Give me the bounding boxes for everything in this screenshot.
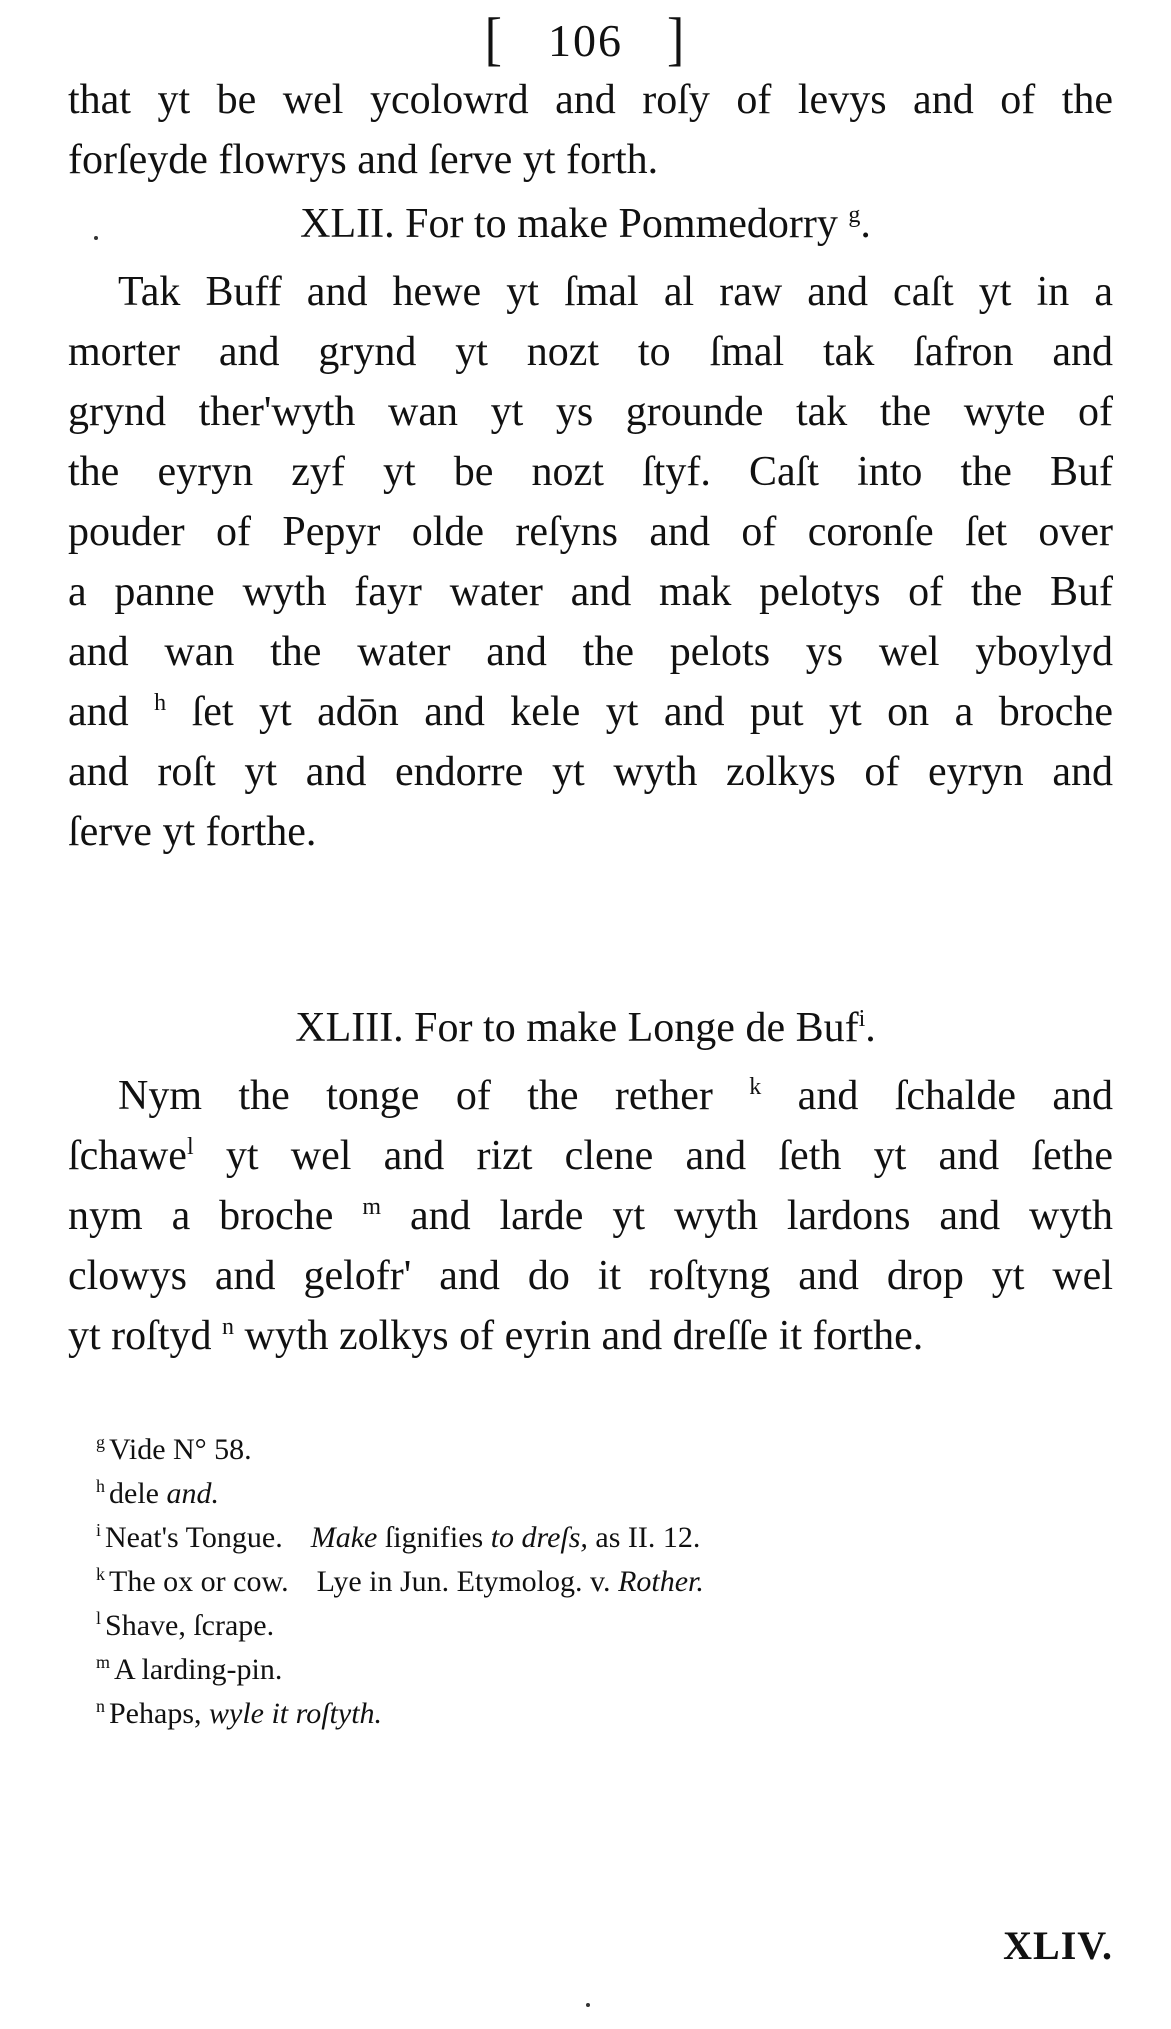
text-line: pouder of Pepyr olde reſyns and of coronſe ſet over [68, 509, 1113, 555]
footnote-italic: Rother. [618, 1565, 704, 1598]
footnote-m [96, 1648, 1046, 1692]
footnote-text: Vide N° 58. [109, 1433, 252, 1466]
footnote-mark-i: i [858, 1006, 866, 1032]
line-prefix: and [68, 689, 129, 735]
recipe-43-body [68, 1066, 1113, 1366]
text-line-with-note [68, 682, 1113, 742]
left-bracket: [ [484, 6, 504, 73]
footnote-text: A larding-pin. [114, 1653, 283, 1686]
footnotes [96, 1428, 1046, 1736]
text-line [68, 1126, 1113, 1186]
footnote-mark: m [96, 1652, 111, 1672]
footnote-mark-h: h [154, 690, 167, 716]
page-number: 106 [548, 15, 623, 66]
text-line: morter and grynd yt nozt to ſmal tak ſafron and [68, 329, 1113, 375]
line-text: and ſchalde and [797, 1073, 1114, 1119]
footnote-text: The ox or cow. [109, 1565, 289, 1598]
footnote-italic: to dreſs, [490, 1521, 588, 1554]
footnote-text: ſignifies [384, 1521, 484, 1554]
text-line: ſerve yt forthe. [68, 809, 317, 855]
line-text: nym a broche [68, 1193, 334, 1239]
line-text: yt wel and rizt clene and ſeth yt and ſethe [225, 1133, 1113, 1179]
footnote-mark-g: g [848, 202, 861, 228]
line-text: and larde yt wyth lardons and wyth [409, 1193, 1113, 1239]
line-text: Nym the tonge of the rether [118, 1073, 713, 1119]
line-text: ſchawe [68, 1133, 187, 1179]
text-line: grynd ther'wyth wan yt ys grounde tak the wyte of [68, 389, 1113, 435]
footnote-mark: k [96, 1564, 105, 1584]
text-line: forſeyde flowrys and ſerve yt forth. [68, 137, 659, 183]
text-line: clowys and gelofr' and do it roſtyng and drop yt wel [68, 1253, 1113, 1299]
footnote-mark-m: m [362, 1194, 382, 1220]
footnote-text: dele [109, 1477, 159, 1510]
footnote-italic: and. [166, 1477, 219, 1510]
intro-paragraph [68, 70, 1113, 190]
ink-speck [586, 2003, 590, 2007]
recipe-42-title-text: XLII. For to make Pommedorry [300, 201, 838, 247]
right-bracket: ] [667, 6, 687, 73]
text-line [68, 1066, 1113, 1126]
footnote-text: Pehaps, [109, 1697, 202, 1730]
line-text: ſet yt adōn and kele yt and put yt on a broche [191, 689, 1113, 735]
text-line [68, 1186, 1113, 1246]
recipe-42-title: XLII. For to make Pommedorry $^g$. [300, 201, 871, 247]
footnote-mark: n [96, 1696, 105, 1716]
text-line [68, 1306, 1113, 1366]
footnote-l [96, 1604, 1046, 1648]
footnote-mark: h [96, 1476, 105, 1496]
text-line: and roſt yt and endorre yt wyth zolkys of eyryn and [68, 749, 1113, 795]
footnote-g [96, 1428, 1046, 1472]
footnote-text: Shave, ſcrape. [105, 1609, 275, 1642]
footnote-mark-n: n [222, 1314, 234, 1340]
footnote-mark: l [96, 1608, 102, 1628]
text-line: Tak Buff and hewe yt ſmal al raw and caſt yt in a [118, 269, 1113, 315]
footnote-mark: i [96, 1520, 102, 1540]
footnote-mark: g [96, 1432, 105, 1452]
footnote-mark-l: l [186, 1134, 194, 1160]
text-line: a panne wyth fayr water and mak pelotys of the Buf [68, 569, 1113, 615]
footnote-h [96, 1472, 1046, 1516]
line-text: yt roſtyd [68, 1313, 212, 1359]
text-line: the eyryn zyf yt be nozt ſtyf. Caſt into the Buf [68, 449, 1113, 495]
recipe-42-body [68, 262, 1113, 862]
line-text: wyth zolkys of eyrin and dreſſe it forthe. [244, 1313, 924, 1359]
recipe-43-title-text: XLIII. For to make Longe de Buf [295, 1005, 859, 1051]
footnote-text: Neat's Tongue. [105, 1521, 283, 1554]
text-line: and wan the water and the pelots ys wel yboylyd [68, 629, 1113, 675]
footnote-italic: wyle it roſtyth. [209, 1697, 383, 1730]
text-line: that yt be wel ycolowrd and roſy of levys and of the [68, 77, 1113, 123]
footnote-italic: Make [310, 1521, 378, 1554]
footnote-n [96, 1692, 1046, 1736]
catchword: XLIV. [1003, 1923, 1113, 1968]
footnote-i [96, 1516, 1046, 1560]
footnote-mark-k: k [749, 1074, 762, 1100]
footnote-text: as II. 12. [595, 1521, 701, 1554]
footnote-text: Lye in Jun. Etymolog. v. [316, 1565, 611, 1598]
ink-speck [94, 236, 98, 240]
recipe-43-title: XLIII. For to make Longe de Buf$^i$. [295, 1005, 876, 1051]
footnote-k [96, 1560, 1046, 1604]
page-header [0, 6, 1171, 73]
